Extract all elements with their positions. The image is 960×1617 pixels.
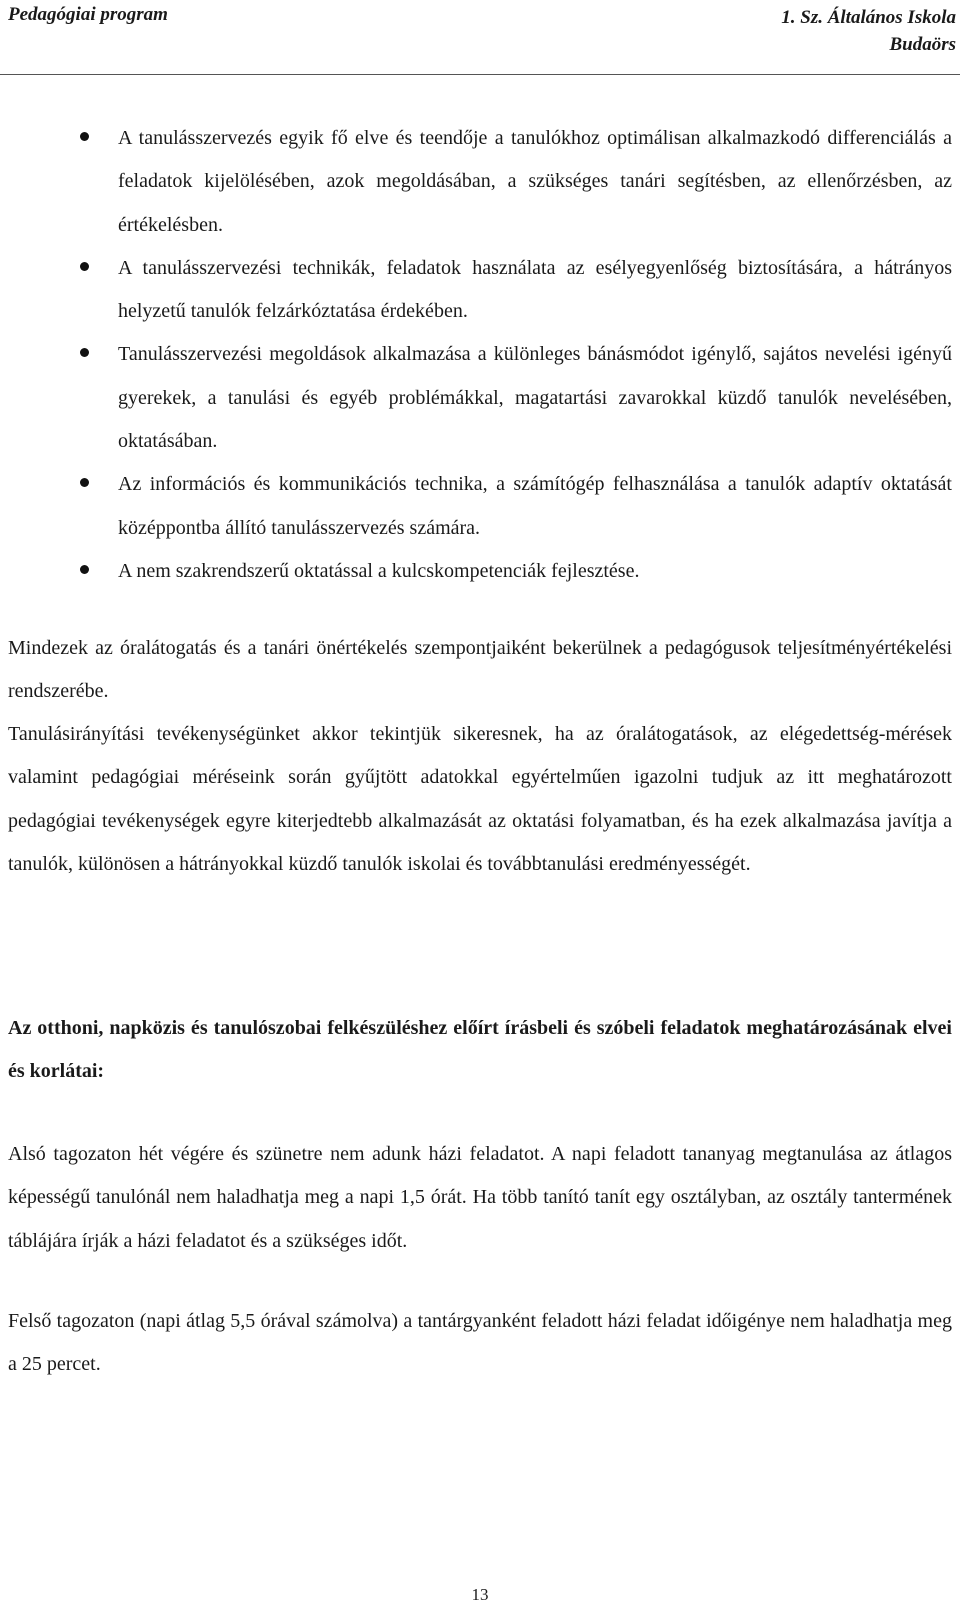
list-item-text: Tanulásszervezési megoldások alkalmazása a különleges bánásmódot igénylő, sajátos nevelési igényű gyerekek, a tanulási és egyéb problémákkal, magatartási zavarokkal küzdő tanulók nevelésében, oktatásában. [118,343,952,453]
header-school-line2: Budaörs [889,34,956,55]
bullet-icon [80,132,89,141]
paragraph-success-criteria: Tanulásirányítási tevékenységünket akkor tekintjük sikeresnek, ha az óralátogatások, az elégedettség-mérések valamint pedagógiai méréseink során gyűjtött adatokkal egyértelműen igazolni tudjuk az itt meghatározott pedagógiai tevékenységek egyre kiterjedtebb alkalmazását az oktatási folyamatban, és ha ezek alkalmazása javítja a tanulók, különösen a hátrányokkal küzdő tanulók iskolai és továbbtanulási eredményességét. [8,723,952,875]
list-item [0,550,960,593]
list-item [0,247,960,334]
bullet-icon [80,478,89,487]
header-school-name [781,4,956,58]
list-item-text: Az információs és kommunikációs technika, a számítógép felhasználása a tanulók adaptív oktatását középpontba állító tanulásszervezés számára. [118,473,952,539]
list-item [0,333,960,463]
list-item [0,117,960,247]
bullet-icon [80,565,89,574]
paragraph-upper-grades: Felső tagozaton (napi átlag 5,5 órával számolva) a tantárgyanként feladott házi feladat időigénye nem haladhatja meg a 25 percet. [8,1310,952,1376]
header-document-title: Pedagógiai program [8,4,168,25]
bullet-icon [80,348,89,357]
header-school-line1: 1. Sz. Általános Iskola [781,7,956,28]
section-heading: Az otthoni, napközis és tanulószobai felkészüléshez előírt írásbeli és szóbeli feladatok meghatározásának elvei és korlátai: [8,1017,952,1083]
paragraph-lower-grades: Alsó tagozaton hét végére és szünetre nem adunk házi feladatot. A napi feladott tananyag megtanulása az átlagos képességű tanulónál nem haladhatja meg a napi 1,5 órát. Ha több tanító tanít egy osztályban, az osztály tantermének táblájára írják a házi feladatot és a szükséges időt. [8,1143,952,1252]
paragraph-evaluation: Mindezek az óralátogatás és a tanári önértékelés szempontjaiként bekerülnek a pedagógusok teljesítményértékelési rendszerébe. [8,637,952,703]
list-item [0,463,960,550]
page-number: 13 [471,1585,489,1604]
header-divider [0,74,960,75]
page-header [0,0,960,75]
list-item-text: A nem szakrendszerű oktatással a kulcskompetenciák fejlesztése. [118,559,640,582]
list-item-text: A tanulásszervezés egyik fő elve és teendője a tanulókhoz optimálisan alkalmazkodó differenciálás a feladatok kijelölésében, azok megoldásában, a szükséges tanári segítésben, az ellenőrzésben, az értékelésben. [118,127,952,236]
bullet-list [0,117,960,593]
bullet-icon [80,262,89,271]
list-item-text: A tanulásszervezési technikák, feladatok használata az esélyegyenlőség biztosítására, a hátrányos helyzetű tanulók felzárkóztatása érdekében. [118,256,952,323]
